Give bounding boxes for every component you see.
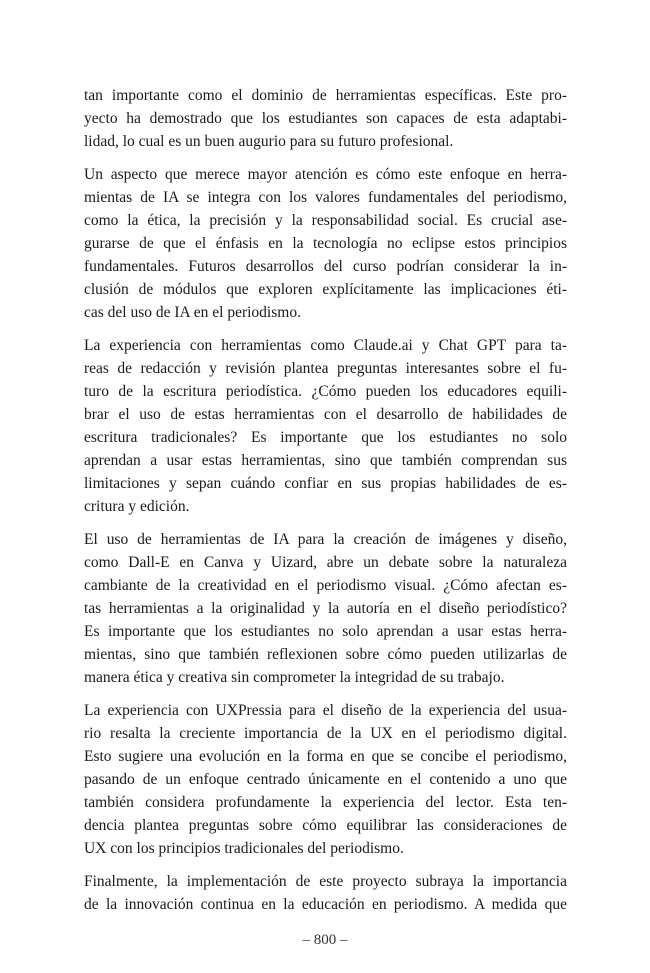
text-line: de la innovación continua en la educación en periodismo. A medida que [84,896,567,913]
text-line: mientas, sino que también reflexionen sobre cómo pueden utilizarlas de [84,646,567,663]
paragraph-3 [84,334,567,518]
paragraph-5 [84,699,567,860]
text-line: La experiencia con herramientas como Claude.ai y Chat GPT para ta- [84,337,567,354]
text-line: brar el uso de estas herramientas con el desarrollo de habilidades de [84,406,567,423]
text-line: Un aspecto que merece mayor atención es cómo este enfoque en herra- [84,166,567,183]
text-line: pasando de un enfoque centrado únicamente en el contenido a uno que [84,771,567,788]
text-line: como Dall-E en Canva y Uizard, abre un debate sobre la naturaleza [84,554,567,571]
text-line: Finalmente, la implementación de este proyecto subraya la importancia [84,873,567,890]
text-line: yecto ha demostrado que los estudiantes son capaces de esta adaptabi- [84,110,567,127]
text-line: cas del uso de IA en el periodismo. [84,304,301,321]
text-line: critura y edición. [84,498,190,515]
text-line: tas herramientas a la originalidad y la autoría en el diseño periodístico? [84,600,567,617]
text-line: Esto sugiere una evolución en la forma en que se concibe el periodismo, [84,748,567,765]
text-line: dencia plantea preguntas sobre cómo equilibrar las consideraciones de [84,817,567,834]
text-line: clusión de módulos que exploren explícitamente las implicaciones éti- [84,281,567,298]
text-line: tan importante como el dominio de herramientas específicas. Este pro- [84,87,567,104]
text-line: escritura tradicionales? Es importante que los estudiantes no solo [84,429,567,446]
text-line: fundamentales. Futuros desarrollos del curso podrían considerar la in- [84,258,567,275]
text-line: UX con los principios tradicionales del periodismo. [84,840,404,857]
paragraph-4 [84,528,567,689]
text-line: Es importante que los estudiantes no solo aprendan a usar estas herra- [84,623,567,640]
text-line: cambiante de la creatividad en el periodismo visual. ¿Cómo afectan es- [84,577,567,594]
text-line: reas de redacción y revisión plantea preguntas interesantes sobre el fu- [84,360,567,377]
text-line: aprendan a usar estas herramientas, sino que también comprendan sus [84,452,567,469]
text-line: gurarse de que el énfasis en la tecnología no eclipse estos principios [84,235,567,252]
text-line: limitaciones y sepan cuándo confiar en sus propias habilidades de es- [84,475,567,492]
text-line: mientas de IA se integra con los valores fundamentales del periodismo, [84,189,567,206]
text-line: La experiencia con UXPressia para el diseño de la experiencia del usua- [84,702,567,719]
page-number: – 800 – [302,932,348,948]
text-line: El uso de herramientas de IA para la creación de imágenes y diseño, [84,531,567,548]
text-line: también considera profundamente la experiencia del lector. Esta ten- [84,794,567,811]
paragraph-6 [84,870,567,916]
body-text [84,84,567,926]
paragraph-2 [84,163,567,324]
text-line: rio resalta la creciente importancia de la UX en el periodismo digital. [84,725,567,742]
text-line: turo de la escritura periodística. ¿Cómo pueden los educadores equili- [84,383,567,400]
paragraph-1 [84,84,567,153]
text-line: manera ética y creativa sin comprometer la integridad de su trabajo. [84,669,505,686]
text-line: como la ética, la precisión y la responsabilidad social. Es crucial ase- [84,212,567,229]
text-line: lidad, lo cual es un buen augurio para su futuro profesional. [84,133,454,150]
